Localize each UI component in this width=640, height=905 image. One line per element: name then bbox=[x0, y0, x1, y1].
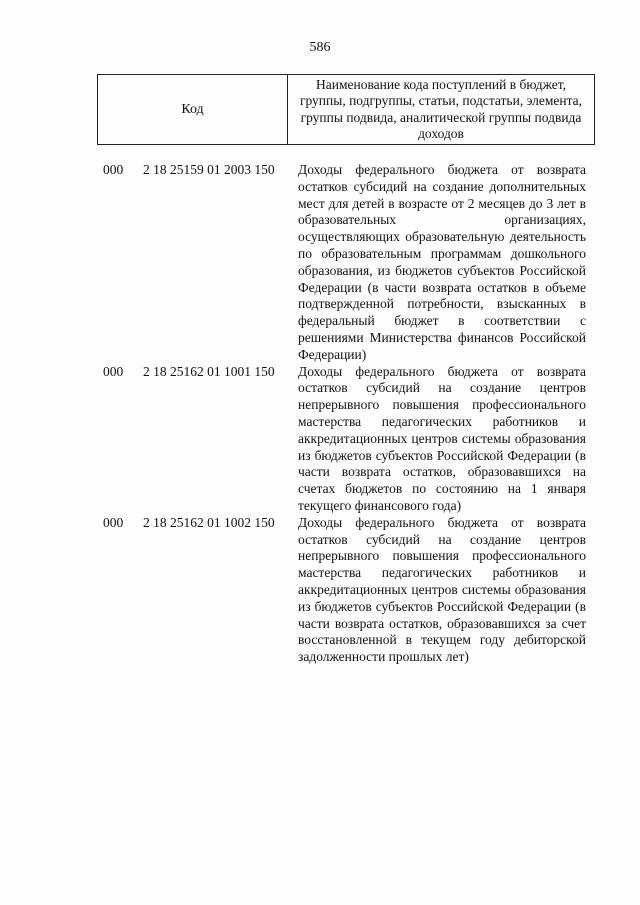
page-number: 586 bbox=[309, 40, 331, 55]
table-header bbox=[97, 74, 595, 145]
row-description: Доходы федерального бюджета от возврата остатков субсидий на создание дополнительных мест для детей в возрасте от 2 месяцев до 3 лет в образовательных организациях, осуществляющих образовательную деятельность по образовательным программам дошкольного образования, из бюджетов субъектов Российской Федерации (в части возврата остатков в объеме подтвержденной потребности, взысканных в федеральный бюджет в соответствии с решениями Министерства финансов Российской Федерации) bbox=[298, 162, 586, 362]
header-name-label: Наименование кода поступлений в бюджет, группы, подгруппы, статьи, подстатьи, элемента, группы подвида, аналитической группы подвида доходов bbox=[299, 76, 583, 141]
row-income-code: 2 18 25159 01 2003 150 bbox=[143, 162, 275, 177]
header-code-label: Код bbox=[98, 75, 288, 144]
table-row bbox=[0, 364, 640, 515]
table-row bbox=[0, 162, 640, 364]
row-income-code: 2 18 25162 01 1001 150 bbox=[143, 363, 275, 379]
row-income-code: 2 18 25162 01 1002 150 bbox=[143, 514, 275, 530]
row-admin-code: 000 bbox=[103, 514, 124, 530]
row-description: Доходы федерального бюджета от возврата остатков субсидий на создание центров непрерывного повышения профессионального мастерства педагогических работников и аккредитационных центров системы образования из бюджетов субъектов Российской Федерации (в части возврата остатков, образовавшихся на счетах бюджетов по состоянию на 1 января текущего финансового года) bbox=[298, 363, 586, 513]
table-row bbox=[0, 515, 640, 666]
row-admin-code: 000 bbox=[103, 363, 124, 379]
table-body bbox=[0, 162, 640, 666]
row-description: Доходы федерального бюджета от возврата остатков субсидий на создание центров непрерывного повышения профессионального мастерства педагогических работников и аккредитационных центров системы образования из бюджетов субъектов Российской Федерации (в части возврата остатков, образовавшихся за счет восстановленной в текущем году дебиторской задолженности прошлых лет) bbox=[298, 514, 586, 665]
row-admin-code: 000 bbox=[103, 162, 124, 177]
